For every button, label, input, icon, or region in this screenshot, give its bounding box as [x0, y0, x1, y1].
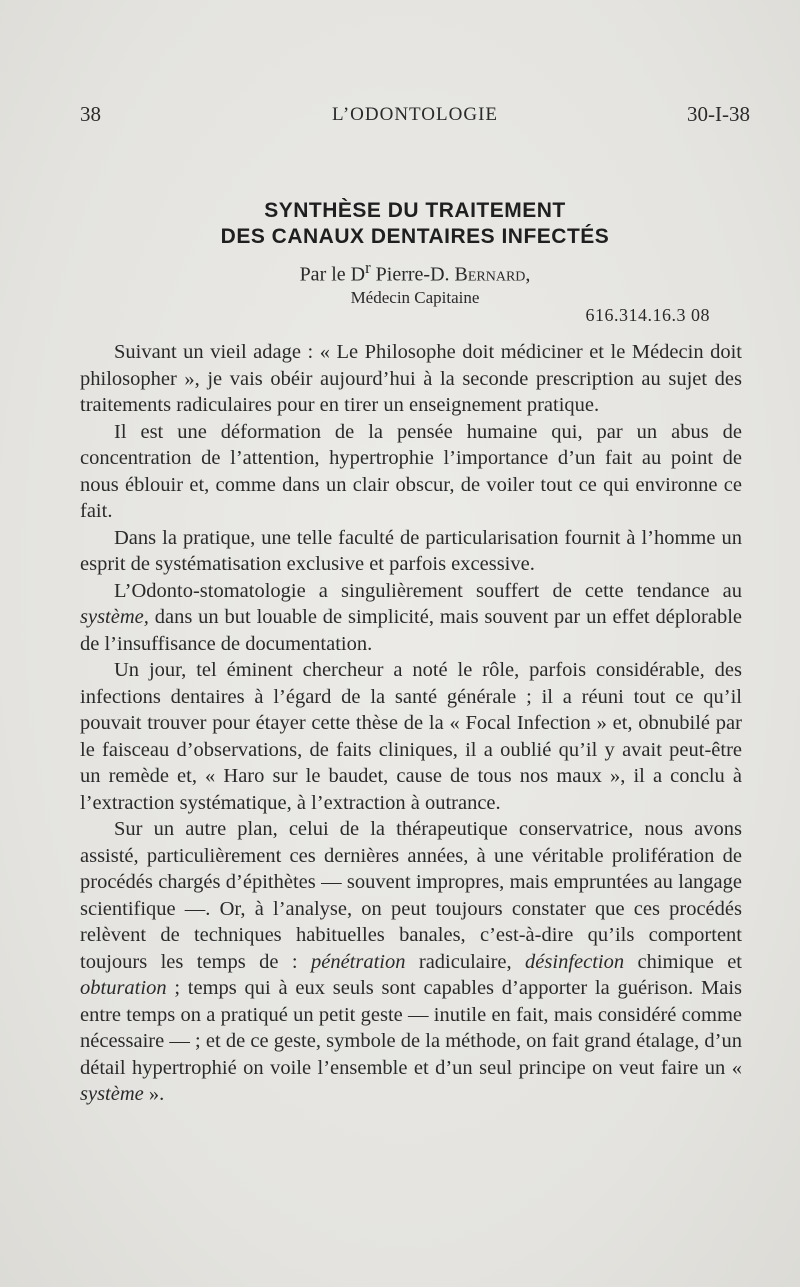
paragraph-5: Un jour, tel éminent chercheur a noté le rôle, parfois considérable, des infections dentaires à l’égard de la santé générale ; il a réuni tout ce qu’il pouvait trouver pour étayer cette thèse de la « Focal Infection » et, obnubilé par le faisceau d’observations, de faits cliniques, il a oublié qu’il y avait peut-être un remède et, « Haro sur le baudet, cause de tous nos maux », il a conclu à l’extraction systématique, à l’extraction à outrance. — [80, 659, 742, 814]
author-title-sup: r — [365, 258, 371, 277]
author-given-name: Pierre-D. — [375, 263, 450, 286]
paragraph-3: Dans la pratique, une telle faculté de particularisation fournit à l’homme un esprit de systématisation exclusive et parfois excessive. — [80, 526, 742, 575]
article-title — [80, 198, 750, 250]
p6-text-c: chimique et — [624, 950, 742, 973]
p6-text-d: ; temps qui à eux seuls sont capables d’apporter la guérison. Mais entre temps on a pratiqué un petit geste — inutile en fait, mais considéré comme nécessaire — ; et de ce geste, symbole de la méthode, on fait grand étalage, d’un détail hypertrophié on voile l’ensemble et d’un seul principe on veut faire un « — [80, 977, 742, 1079]
p6-emphasis-penetration: pénétration — [310, 950, 406, 973]
paragraph-4 — [80, 578, 742, 658]
paragraph-2: Il est une déformation de la pensée humaine qui, par un abus de concentration de l’attention, hypertrophie l’importance d’un fait au point de nous éblouir et, comme dans un clair obscur, de voiler tout ce qui environne ce fait. — [80, 420, 742, 522]
p6-text-b: radiculaire, — [405, 950, 526, 973]
paragraph-6 — [80, 816, 742, 1108]
p6-text-e: ». — [143, 1083, 165, 1105]
author-surname: Bernard, — [454, 263, 531, 286]
running-head — [80, 102, 750, 132]
p4-text-b: dans un but louable de simplicité, mais souvent par un effet déplorable de l’insuffisance de documentation. — [80, 606, 742, 655]
author-line — [80, 258, 750, 287]
journal-name: L’ODONTOLOGIE — [331, 104, 499, 125]
author-prefix: Par le D — [299, 263, 366, 286]
page-number: 38 — [80, 102, 101, 126]
p4-emphasis: système, — [80, 606, 149, 628]
classification-code: 616.314.16.3 08 — [585, 305, 710, 325]
title-line-1: SYNTHÈSE DU TRAITEMENT — [264, 199, 566, 222]
paragraph-1: Suivant un vieil adage : « Le Philosophe doit médiciner et le Médecin doit philosopher », je vais obéir aujourd’hui à la seconde prescription au sujet des traitements radiculaires pour en tirer un enseignement pratique. — [80, 341, 742, 416]
author-rank: Médecin Capitaine — [350, 288, 480, 307]
issue-date: 30-I-38 — [687, 102, 750, 126]
p6-emphasis-systeme: système — [80, 1083, 144, 1105]
p6-emphasis-obturation: obturation — [80, 977, 167, 999]
p6-text-a: Sur un autre plan, celui de la thérapeutique conservatrice, nous avons assisté, particulièrement ces dernières années, à une véritable prolifération de procédés chargés d’épithètes — souvent impropres, mais empruntées au langage scientifique —. Or, à l’analyse, on peut toujours constater que ces procédés relèvent de techniques habituelles banales, c’est-à-dire qu’ils comportent toujours les temps de : — [80, 818, 742, 973]
p6-emphasis-desinfection: désinfection — [525, 950, 625, 973]
p4-text-a: L’Odonto-stomatologie a singulièrement souffert de cette tendance au — [114, 579, 742, 602]
title-line-2: DES CANAUX DENTAIRES INFECTÉS — [220, 225, 610, 248]
article-body — [80, 339, 742, 1108]
